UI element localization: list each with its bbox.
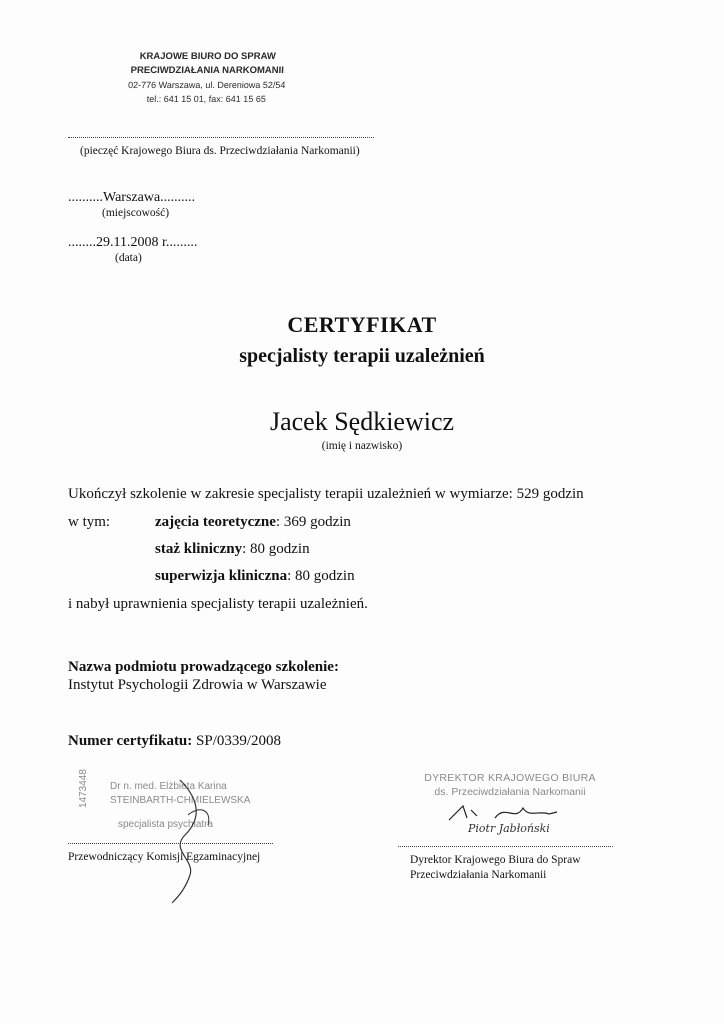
right-signed-name: Piotr Jabłoński bbox=[468, 822, 550, 835]
training-item-value: : 80 godzin bbox=[242, 541, 310, 557]
training-item-value: : 80 godzin bbox=[287, 568, 355, 584]
right-stamp-line-2: ds. Przeciwdziałania Narkomanii bbox=[434, 786, 586, 798]
stamp-dotted-line bbox=[68, 137, 374, 138]
stamp-line-4: tel.: 641 15 01, fax: 641 15 65 bbox=[146, 94, 266, 104]
left-stamp-line-2: STEINBARTH-CHMIELEWSKA bbox=[110, 795, 251, 806]
training-item bbox=[155, 541, 310, 558]
training-item bbox=[155, 568, 355, 585]
place-caption: (miejscowość) bbox=[102, 207, 170, 219]
date-caption: (data) bbox=[115, 252, 142, 264]
training-summary: Ukończył szkolenie w zakresie specjalisty terapii uzależnień w wymiarze: 529 godzin bbox=[68, 486, 584, 502]
certificate-subtitle: specjalisty terapii uzależnień bbox=[239, 345, 485, 367]
left-signature-caption: Przewodniczący Komisji Egzaminacyjnej bbox=[68, 851, 261, 863]
right-signature-caption-line-1: Dyrektor Krajowego Biura do Spraw bbox=[410, 854, 581, 866]
left-signature-line bbox=[68, 843, 273, 844]
stamp-line-2: PRECIWDZIAŁANIA NARKOMANII bbox=[130, 65, 285, 76]
right-stamp-line-1: DYREKTOR KRAJOWEGO BIURA bbox=[424, 772, 596, 784]
certificate-number bbox=[68, 733, 281, 750]
stamp-line-1: KRAJOWE BIURO DO SPRAW bbox=[139, 51, 277, 62]
provider-value: Instytut Psychologii Zdrowia w Warszawie bbox=[68, 677, 327, 693]
right-signature-caption bbox=[410, 853, 581, 883]
training-item-label: zajęcia teoretyczne bbox=[155, 514, 276, 530]
training-item-label: superwizja kliniczna bbox=[155, 568, 288, 584]
training-including-label: w tym: bbox=[68, 514, 111, 530]
certificate-number-value: SP/0339/2008 bbox=[196, 733, 282, 749]
place-value: ..........Warszawa.......... bbox=[68, 190, 196, 205]
left-stamp-number: 1473448 bbox=[78, 769, 89, 808]
right-signature-line bbox=[398, 846, 613, 847]
certificate-title: CERTYFIKAT bbox=[287, 312, 437, 337]
training-item-label: staż kliniczny bbox=[155, 541, 243, 557]
stamp-caption: (pieczęć Krajowego Biura ds. Przeciwdziałania Narkomanii) bbox=[80, 145, 360, 157]
training-conclusion: i nabył uprawnienia specjalisty terapii uzależnień. bbox=[68, 596, 368, 612]
holder-caption: (imię i nazwisko) bbox=[321, 440, 403, 452]
left-signature-scribble bbox=[150, 775, 230, 905]
training-item-value: : 369 godzin bbox=[275, 514, 351, 530]
left-stamp-line-1: Dr n. med. Elżbieta Karina bbox=[110, 781, 227, 792]
office-stamp bbox=[111, 50, 303, 106]
right-stamp bbox=[420, 771, 600, 799]
date-value: ........29.11.2008 r......... bbox=[68, 235, 198, 250]
right-signature-caption-line-2: Przeciwdziałania Narkomanii bbox=[410, 869, 547, 881]
holder-name: Jacek Sędkiewicz bbox=[269, 407, 455, 436]
certificate-number-label: Numer certyfikatu: bbox=[68, 733, 193, 749]
stamp-line-3: 02-776 Warszawa, ul. Dereniowa 52/54 bbox=[127, 80, 286, 90]
provider-label: Nazwa podmiotu prowadzącego szkolenie: bbox=[68, 659, 339, 675]
left-stamp-line-3: specjalista psychiatra bbox=[118, 819, 214, 830]
training-item bbox=[155, 514, 351, 531]
